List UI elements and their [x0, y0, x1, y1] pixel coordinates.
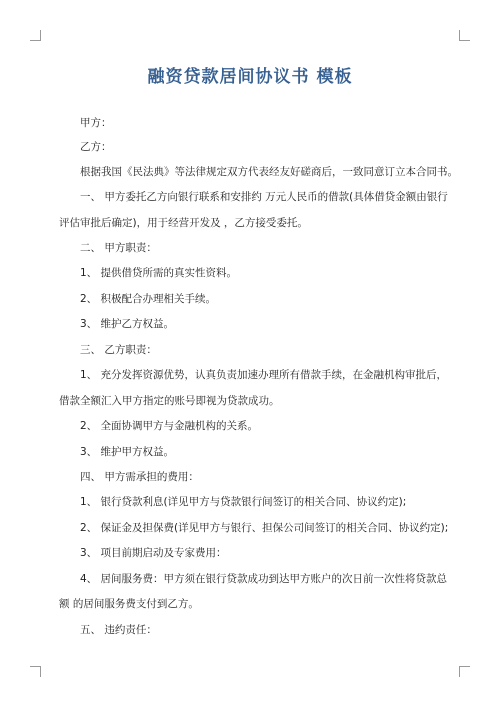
section-3-item-1-line-2: 借款全额汇入甲方指定的账号即视为贷款成功。	[59, 395, 280, 407]
document-title: 融资贷款居间协议书 模板	[147, 67, 353, 87]
section-2-item-1: 1、 提供借贷所需的真实性资料。	[80, 267, 238, 279]
section-4-item-4-line-1: 4、 居间服务费：甲方须在银行贷款成功到达甲方账户的次日前一次性将贷款总	[80, 573, 448, 585]
section-3-item-1-line-1: 1、 充分发挥资源优势，认真负责加速办理所有借款手续，在金融机构审批后，	[80, 369, 448, 381]
section-2-item-3: 3、 维护乙方权益。	[80, 318, 175, 330]
section-4-item-4-line-2: 额 的居间服务费支付到乙方。	[59, 598, 199, 610]
section-4-item-3: 3、 项目前期启动及专家费用：	[80, 547, 227, 559]
section-3-item-3: 3、 维护甲方权益。	[80, 446, 175, 458]
preamble-line: 根据我国《民法典》等法律规定双方代表经友好磋商后，一致同意订立本合同书。	[80, 166, 458, 178]
section-2-heading: 二、 甲方职责：	[80, 242, 157, 254]
section-4-heading: 四、 甲方需承担的费用：	[80, 471, 199, 483]
section-3-heading: 三、 乙方职责：	[80, 344, 157, 356]
corner-mark-bottom-left	[30, 666, 41, 677]
clause-1-line-1: 一、 甲方委托乙方向银行联系和安排约 万元人民币的借款(具体借贷金额由银行	[80, 191, 448, 203]
section-3-item-2: 2、 全面协调甲方与金融机构的关系。	[80, 420, 259, 432]
party-b-line: 乙方：	[80, 141, 112, 153]
section-2-item-2: 2、 积极配合办理相关手续。	[80, 293, 217, 305]
section-5-heading: 五、 违约责任：	[80, 624, 157, 636]
corner-mark-bottom-right	[459, 666, 470, 677]
clause-1-line-2: 评估审批后确定)，用于经营开发及 ，乙方接受委托。	[59, 217, 308, 229]
section-4-item-1: 1、 银行贷款利息(详见甲方与贷款银行间签订的相关合同、协议约定);	[80, 496, 407, 508]
party-a-line: 甲方：	[80, 117, 112, 129]
section-4-item-2: 2、 保证金及担保费(详见甲方与银行、担保公司间签订的相关合同、协议约定);	[80, 522, 449, 534]
corner-mark-top-left	[30, 30, 41, 41]
corner-mark-top-right	[459, 30, 470, 41]
